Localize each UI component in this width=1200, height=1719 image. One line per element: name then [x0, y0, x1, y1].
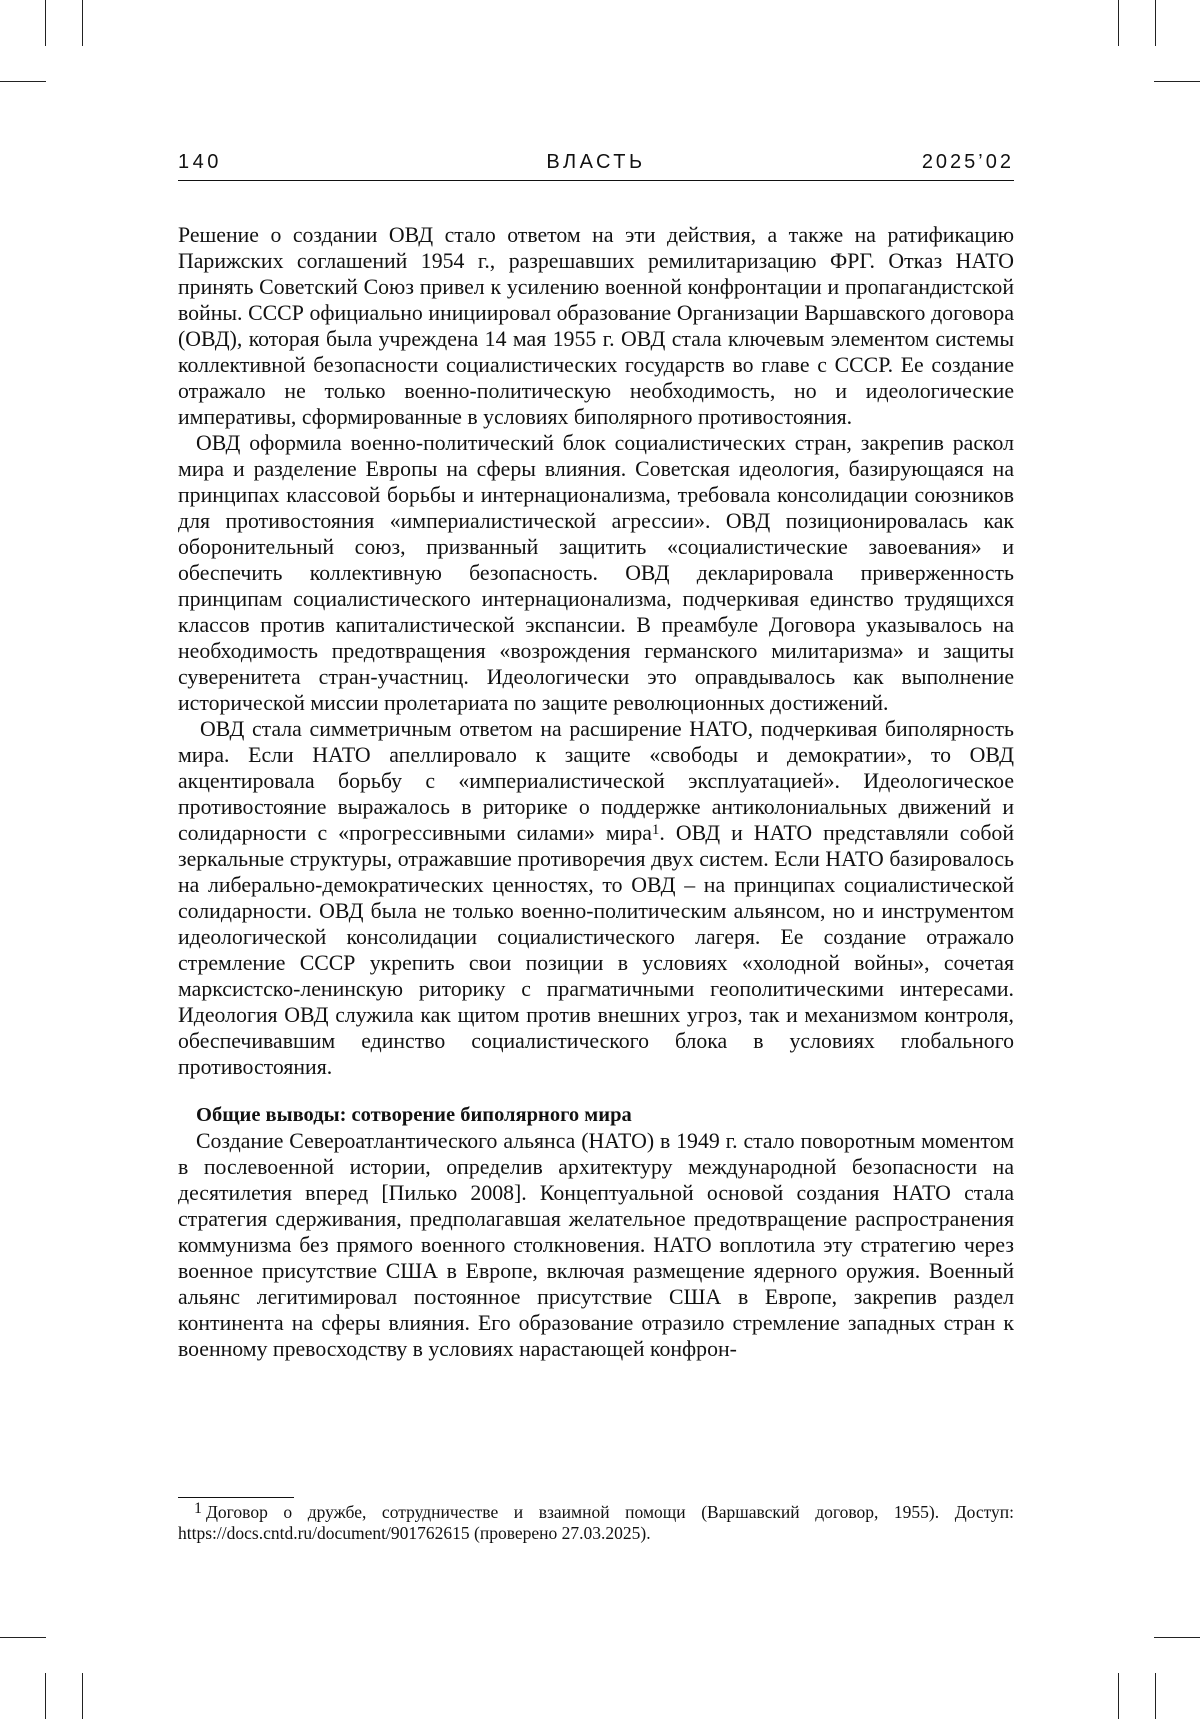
crop-mark — [1118, 0, 1119, 46]
crop-mark — [0, 1637, 46, 1638]
issue-number: 2025’02 — [921, 151, 1014, 173]
footnote-reference[interactable]: 1 — [651, 822, 660, 838]
page-number: 140 — [178, 151, 222, 173]
journal-title: ВЛАСТЬ — [546, 151, 646, 173]
footnote-text: Договор о дружбе, сотрудничестве и взаимной помощи (Варшавский договор, 1955). Доступ: https://docs.cntd.ru/document/901762615 (проверено 27.03.2025). — [178, 1502, 1014, 1543]
crop-mark — [45, 1673, 46, 1719]
paragraph: ОВД оформила военно-политический блок социалистических стран, закрепив раскол мира и разделение Европы на сферы влияния. Советская идеология, базирующаяся на принципах классовой борьбы и интернационализма, требовала консолидации союзников для противостояния «империалистической агрессии». ОВД позиционировалась как оборонительный союз, призванный защитить «социалистические завоевания» и обеспечить коллективную безопасность. ОВД декларировала приверженность принципам социалистического интернационализма, подчеркивая единство трудящихся классов против капиталистической экспансии. В преамбуле Договора указывалось на необходимость предотвращения «возрождения германского милитаризма» и защиты суверенитета стран-участниц. Идеологически это оправдывалось как выполнение исторической миссии пролетариата по защите революционных достижений. — [178, 431, 1014, 715]
crop-mark — [45, 0, 46, 46]
article-body — [178, 222, 1014, 1362]
footnote-divider — [178, 1497, 294, 1498]
paragraph: Создание Североатлантического альянса (НАТО) в 1949 г. стало поворотным моментом в послевоенной истории, определив архитектуру международной безопасности на десятилетия вперед [Пилько 2008]. Концептуальной основой создания НАТО стала стратегия сдерживания, предполагавшая желательное предотвращение распространения коммунизма без прямого военного столкновения. НАТО воплотила эту стратегию через военное присутствие США в Европе, включая размещение ядерного оружия. Военный альянс легитимировал постоянное присутствие США в Европе, закрепив раздел континента на сферы влияния. Его образование отразило стремление западных стран к военному превосходству в условиях нарастающей конфрон- — [178, 1129, 1014, 1361]
paragraph-text: . ОВД и НАТО представляли собой зеркальные структуры, отражавшие противоречия двух систем. Если НАТО базировалось на либерально-демократических ценностях, то ОВД – на принципах социалистической солидарности. ОВД была не только военно-политическим альянсом, но и инструментом идеологической консолидации социалистического лагеря. Ее создание отражало стремление СССР укрепить свои позиции в условиях «холодной войны», сочетая марксистско-ленинскую риторику с прагматичными геополитическими интересами. Идеология ОВД служила как щитом против внешних угроз, так и механизмом контроля, обеспечивавшим единство социалистического блока в условиях глобального противостояния. — [178, 821, 1014, 1079]
footnote-number: 1 — [194, 1500, 202, 1517]
section-heading: Общие выводы: сотворение биполярного мира — [196, 1104, 632, 1126]
paragraph-text: ОВД стала симметричным ответом на расширение НАТО, подчеркивая биполярность мира. Если НАТО апеллировало к защите «свободы и демократии», то ОВД акцентировала борьбу с «империалистической эксплуатацией». Идеологическое противостояние выражалось в риторике о поддержке антиколониальных движений и солидарности с «прогрессивными силами» мира — [178, 717, 1014, 845]
paragraph — [178, 716, 1014, 1080]
paragraph: Решение о создании ОВД стало ответом на эти действия, а также на ратификацию Парижских соглашений 1954 г., разрешавших ремилитаризацию ФРГ. Отказ НАТО принять Советский Союз привел к усилению военной конфронтации и пропагандистской войны. СССР официально инициировал образование Организации Варшавского договора (ОВД), которая была учреждена 14 мая 1955 г. ОВД стала ключевым элементом системы коллективной безопасности социалистических государств во главе с СССР. Ее создание отражало не только военно-политическую необходимость, но и идеологические императивы, сформированные в условиях биполярного противостояния. — [178, 223, 1014, 429]
crop-mark — [0, 81, 46, 82]
crop-mark — [1118, 1673, 1119, 1719]
crop-mark — [1155, 0, 1156, 46]
crop-mark — [1154, 81, 1200, 82]
crop-mark — [82, 1673, 83, 1719]
running-head — [178, 150, 1014, 181]
crop-mark — [1154, 1637, 1200, 1638]
footnote — [178, 1502, 1014, 1544]
crop-mark — [1155, 1673, 1156, 1719]
crop-mark — [82, 0, 83, 46]
